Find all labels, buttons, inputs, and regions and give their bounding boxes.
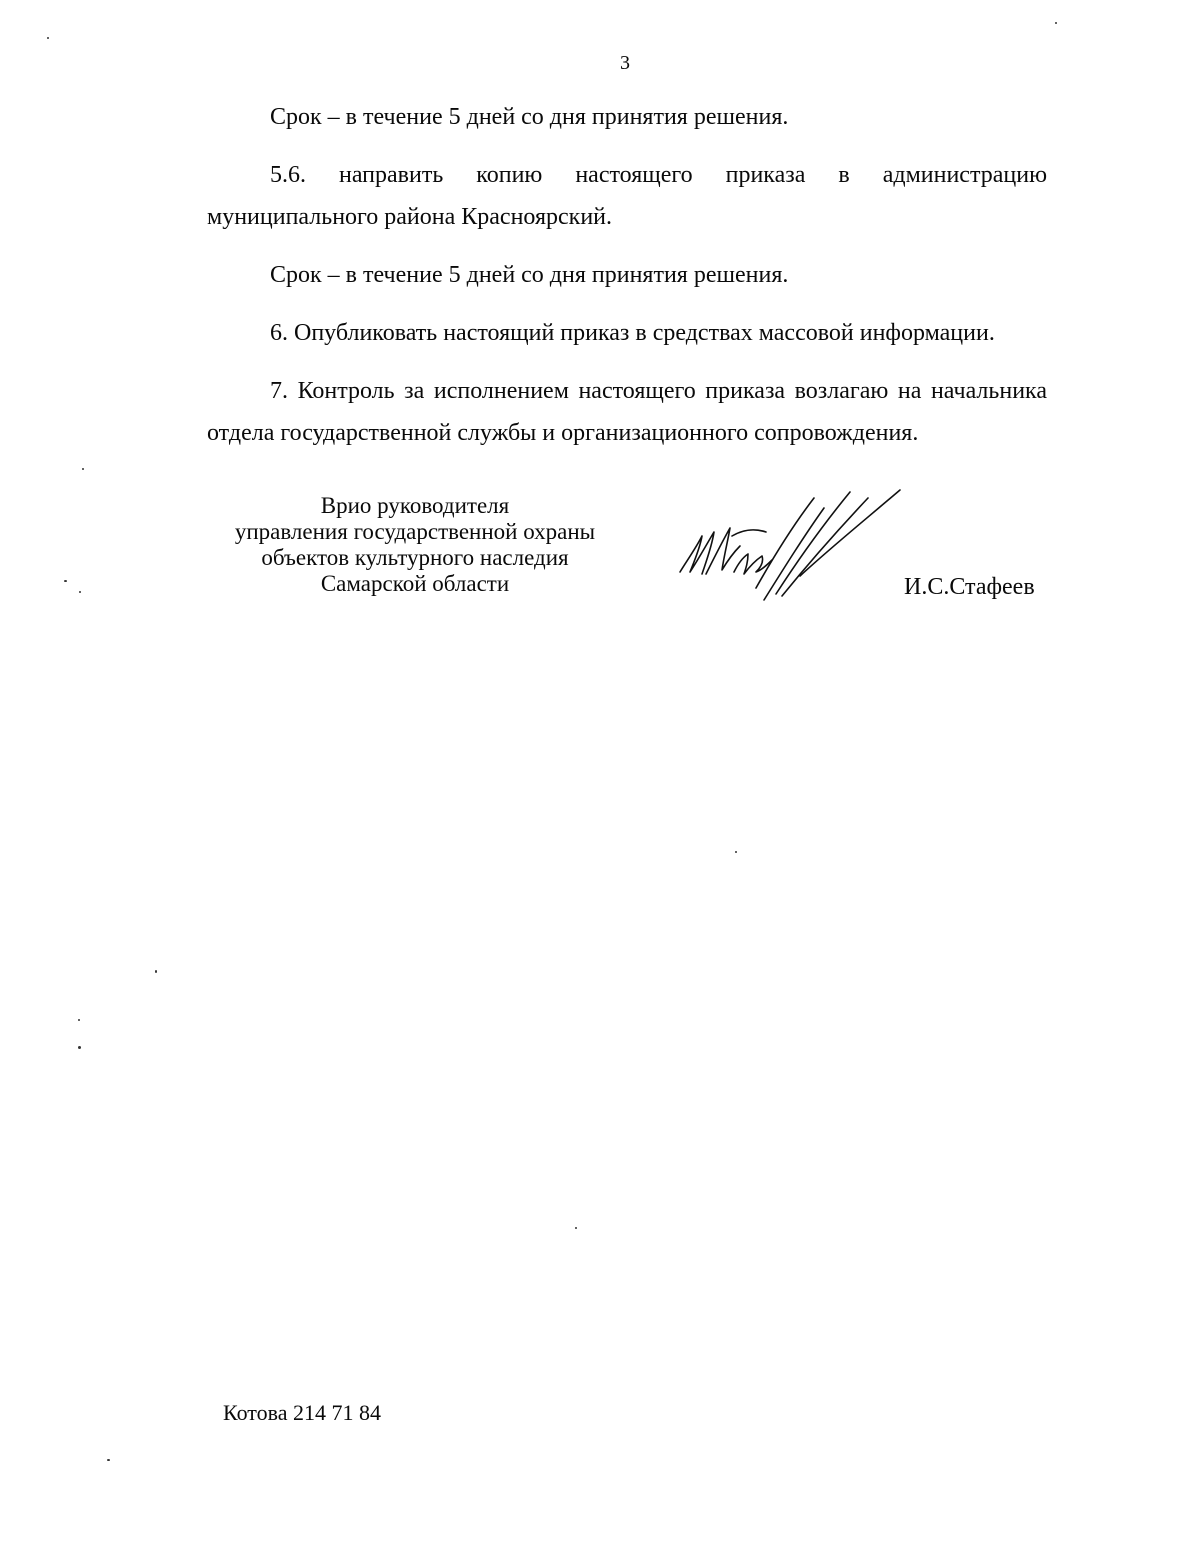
scan-speck bbox=[107, 1459, 110, 1461]
scan-speck bbox=[735, 851, 737, 853]
executor-contact: Котова 214 71 84 bbox=[223, 1400, 381, 1425]
scan-speck bbox=[575, 1227, 577, 1229]
scan-speck bbox=[155, 970, 157, 973]
scan-speck bbox=[1055, 22, 1057, 24]
paragraph-deadline-2: Срок – в течение 5 дней со дня принятия решения. bbox=[270, 262, 789, 288]
handwritten-signature-icon bbox=[672, 476, 912, 608]
paragraph-6: 6. Опубликовать настоящий приказ в средствах массовой информации. bbox=[270, 320, 995, 346]
scan-speck bbox=[47, 37, 49, 39]
document-body bbox=[207, 96, 1047, 470]
signatory-position bbox=[208, 493, 622, 597]
page-number: 3 bbox=[620, 52, 630, 74]
paragraph-deadline-1: Срок – в течение 5 дней со дня принятия решения. bbox=[270, 104, 789, 130]
scan-speck bbox=[64, 580, 67, 582]
scan-speck bbox=[78, 1046, 81, 1049]
paragraph-5-6: 5.6. направить копию настоящего приказа в администрацию муниципального района Красноярский. bbox=[207, 162, 1047, 230]
position-line: управления государственной охраны bbox=[234, 519, 596, 544]
scan-speck bbox=[79, 591, 81, 593]
signer-name: И.С.Стафеев bbox=[904, 574, 1035, 600]
scan-speck bbox=[82, 468, 84, 470]
position-line: Самарской области bbox=[320, 571, 510, 596]
position-line: объектов культурного наследия bbox=[261, 545, 569, 570]
scan-speck bbox=[78, 1019, 80, 1021]
paragraph-7: 7. Контроль за исполнением настоящего приказа возлагаю на начальника отдела государственной службы и организационного сопровождения. bbox=[207, 378, 1047, 446]
position-line: Врио руководителя bbox=[320, 493, 510, 518]
